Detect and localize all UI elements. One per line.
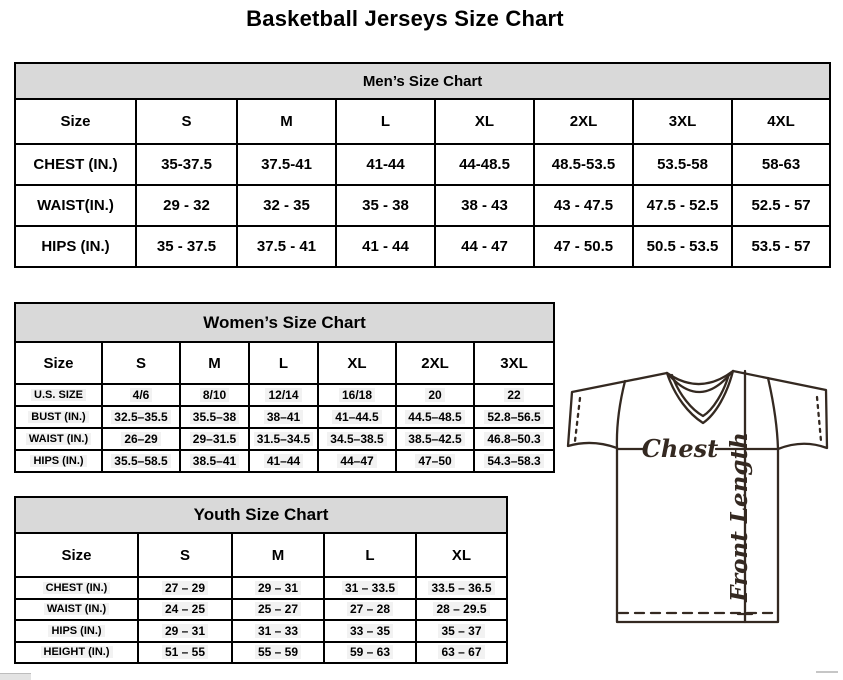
size-value: 44–47 (318, 450, 396, 472)
table-row (15, 428, 554, 450)
size-value: 46.8–50.3 (474, 428, 554, 450)
size-value: 50.5 - 53.5 (633, 226, 732, 267)
column-header: M (180, 342, 249, 384)
column-header: Size (15, 99, 136, 144)
row-label: BUST (IN.) (15, 406, 102, 428)
size-value: 38–41 (249, 406, 318, 428)
size-value: 58-63 (732, 144, 830, 185)
size-value: 16/18 (318, 384, 396, 406)
size-value: 41–44.5 (318, 406, 396, 428)
size-value: 20 (396, 384, 474, 406)
row-label: U.S. SIZE (15, 384, 102, 406)
size-value: 51 – 55 (138, 642, 232, 664)
size-value: 8/10 (180, 384, 249, 406)
size-value: 38.5–42.5 (396, 428, 474, 450)
size-value: 32 - 35 (237, 185, 336, 226)
size-value: 32.5–35.5 (102, 406, 180, 428)
row-label: HIPS (IN.) (15, 450, 102, 472)
row-label: HIPS (IN.) (15, 226, 136, 267)
size-value: 29–31.5 (180, 428, 249, 450)
column-header: L (336, 99, 435, 144)
womens-size-table (14, 302, 555, 473)
row-label: WAIST (IN.) (15, 428, 102, 450)
size-value: 52.8–56.5 (474, 406, 554, 428)
size-value: 53.5-58 (633, 144, 732, 185)
size-value: 33.5 – 36.5 (416, 577, 507, 599)
womens-table-title: Women’s Size Chart (15, 303, 554, 342)
page-title: Basketball Jerseys Size Chart (246, 6, 564, 31)
size-value: 37.5 - 41 (237, 226, 336, 267)
row-label: CHEST (IN.) (15, 577, 138, 599)
column-header: XL (318, 342, 396, 384)
jersey-outline (568, 371, 827, 622)
mens-table-title: Men’s Size Chart (15, 63, 830, 99)
size-value: 24 – 25 (138, 599, 232, 621)
size-value: 54.3–58.3 (474, 450, 554, 472)
size-value: 48.5-53.5 (534, 144, 633, 185)
size-value: 35.5–58.5 (102, 450, 180, 472)
size-value: 29 – 31 (138, 620, 232, 642)
column-header: M (237, 99, 336, 144)
size-value: 28 – 29.5 (416, 599, 507, 621)
column-header: 3XL (474, 342, 554, 384)
size-value: 31.5–34.5 (249, 428, 318, 450)
size-value: 29 - 32 (136, 185, 237, 226)
row-label: WAIST(IN.) (15, 185, 136, 226)
row-label: WAIST (IN.) (15, 599, 138, 621)
front-length-label: Front Length (726, 432, 753, 602)
column-header: S (136, 99, 237, 144)
size-value: 4/6 (102, 384, 180, 406)
size-value: 35-37.5 (136, 144, 237, 185)
table-row (15, 185, 830, 226)
size-value: 47.5 - 52.5 (633, 185, 732, 226)
right-seam (768, 378, 778, 449)
column-header: S (102, 342, 180, 384)
size-value: 38 - 43 (435, 185, 534, 226)
column-header: S (138, 533, 232, 577)
size-value: 38.5–41 (180, 450, 249, 472)
table-row (15, 226, 830, 267)
table-row (15, 599, 507, 621)
column-header: XL (435, 99, 534, 144)
size-value: 41-44 (336, 144, 435, 185)
right-sleeve-stitch (817, 397, 821, 441)
column-header: 2XL (534, 99, 633, 144)
size-value: 44.5–48.5 (396, 406, 474, 428)
scrollbar-fragment-right[interactable] (816, 671, 838, 673)
table-row (15, 620, 507, 642)
size-value: 25 – 27 (232, 599, 324, 621)
column-header: Size (15, 342, 102, 384)
size-value: 55 – 59 (232, 642, 324, 664)
left-seam (617, 381, 625, 448)
size-value: 41–44 (249, 450, 318, 472)
size-value: 59 – 63 (324, 642, 416, 664)
size-value: 35 - 37.5 (136, 226, 237, 267)
size-value: 44-48.5 (435, 144, 534, 185)
size-value: 47 - 50.5 (534, 226, 633, 267)
column-header: 2XL (396, 342, 474, 384)
size-value: 63 – 67 (416, 642, 507, 664)
left-sleeve-stitch (575, 398, 580, 441)
size-value: 35 – 37 (416, 620, 507, 642)
column-header: L (249, 342, 318, 384)
youth-table-title: Youth Size Chart (15, 497, 507, 533)
size-value: 27 – 29 (138, 577, 232, 599)
size-value: 35.5–38 (180, 406, 249, 428)
size-value: 41 - 44 (336, 226, 435, 267)
table-row (15, 450, 554, 472)
size-value: 47–50 (396, 450, 474, 472)
table-row (15, 577, 507, 599)
table-row (15, 144, 830, 185)
column-header: 3XL (633, 99, 732, 144)
row-label: HIPS (IN.) (15, 620, 138, 642)
column-header: XL (416, 533, 507, 577)
column-header: M (232, 533, 324, 577)
table-row (15, 384, 554, 406)
row-label: CHEST (IN.) (15, 144, 136, 185)
youth-size-table (14, 496, 508, 664)
size-value: 53.5 - 57 (732, 226, 830, 267)
size-value: 34.5–38.5 (318, 428, 396, 450)
size-value: 37.5-41 (237, 144, 336, 185)
size-value: 33 – 35 (324, 620, 416, 642)
jersey-diagram (558, 365, 834, 627)
size-value: 43 - 47.5 (534, 185, 633, 226)
size-value: 12/14 (249, 384, 318, 406)
size-value: 52.5 - 57 (732, 185, 830, 226)
size-value: 31 – 33.5 (324, 577, 416, 599)
row-label: HEIGHT (IN.) (15, 642, 138, 664)
column-header: 4XL (732, 99, 830, 144)
size-value: 44 - 47 (435, 226, 534, 267)
table-row (15, 642, 507, 664)
size-value: 22 (474, 384, 554, 406)
column-header: L (324, 533, 416, 577)
chest-label: Chest (641, 434, 719, 463)
size-value: 27 – 28 (324, 599, 416, 621)
size-value: 35 - 38 (336, 185, 435, 226)
size-value: 31 – 33 (232, 620, 324, 642)
column-header: Size (15, 533, 138, 577)
size-value: 26–29 (102, 428, 180, 450)
table-row (15, 406, 554, 428)
mens-size-table (14, 62, 831, 268)
size-value: 29 – 31 (232, 577, 324, 599)
